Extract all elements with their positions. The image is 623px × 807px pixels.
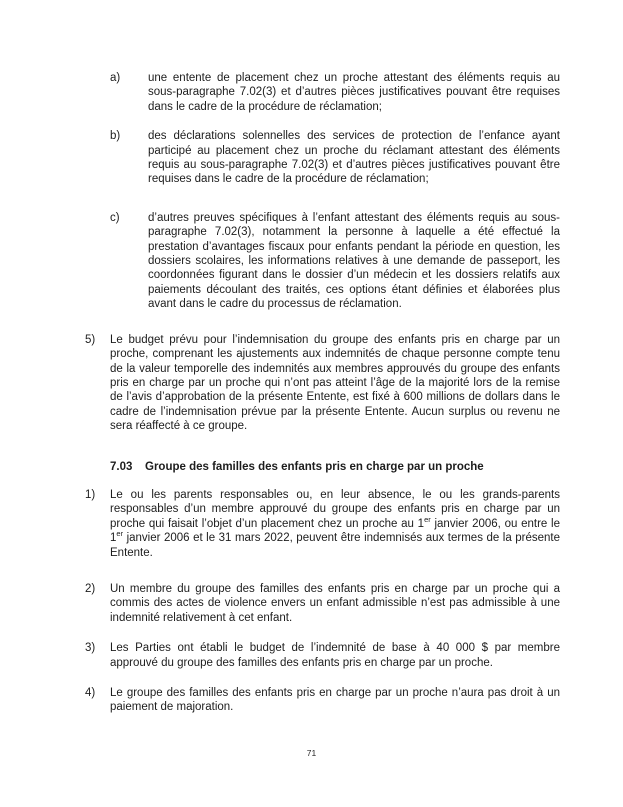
list-item-c bbox=[110, 211, 560, 312]
item-label: c) bbox=[110, 211, 120, 224]
page-number: 71 bbox=[306, 748, 317, 758]
list-item-b bbox=[110, 129, 560, 187]
item-text: d’autres preuves spécifiques à l’enfant attestant des éléments requis au sous-paragraphe 7.02(3), notamment la personne à laquelle a été effectué la prestation d’avantages fiscaux pour enfants pendant la période en question, les dossiers scolaires, les informations relatives à une demande de passeport, les coordonnées figurant dans le dossier d’un médecin et les dossiers relatifs aux paiements découlant des traités, ces options étant définies et élaborées plus avant dans le cadre du processus de réclamation. bbox=[148, 211, 560, 311]
item-label: a) bbox=[110, 72, 121, 84]
list-item-a bbox=[110, 71, 560, 114]
item-text: Le groupe des familles des enfants pris en charge par un proche n’aura pas droit à un paiement de majoration. bbox=[110, 687, 560, 714]
item-label: 4) bbox=[85, 687, 96, 699]
list-item-2 bbox=[85, 582, 560, 625]
item-label: b) bbox=[110, 130, 121, 143]
section-title: Groupe des familles des enfants pris en charge par un proche bbox=[145, 460, 484, 473]
item-label: 2) bbox=[85, 582, 96, 595]
item-text: Les Parties ont établi le budget de l’indemnité de base à 40 000 $ par membre approuvé du groupe des familles des enfants pris en charge par un proche. bbox=[110, 642, 560, 669]
section-heading-7-03 bbox=[110, 460, 560, 474]
item-label: 3) bbox=[85, 642, 96, 655]
item-label: 5) bbox=[85, 333, 96, 346]
item-text bbox=[110, 488, 560, 560]
item-text: des déclarations solennelles des services de protection de l’enfance ayant participé au placement chez un proche du réclamant attestant des éléments requis au sous-paragraphe 7.02(3) et d’autres pièces justificatives pouvant être requises dans le cadre de la procédure de réclamation; bbox=[148, 130, 560, 186]
list-item-1 bbox=[85, 488, 560, 560]
list-item-3 bbox=[85, 641, 560, 670]
section-number: 7.03 bbox=[110, 460, 133, 473]
superscript-er: er bbox=[424, 514, 431, 524]
document-content bbox=[85, 71, 560, 715]
item-text: Le budget prévu pour l’indemnisation du groupe des enfants pris en charge par un proche, comprenant les ajustements aux indemnités de chaque personne compte tenu de la valeur temporelle des indemnités aux membres approuvés du groupe des enfants pris en charge par un proche qui n’ont pas atteint l’âge de la majorité lors de la remise de l’avis d’approbation de la présente Entente, est fixé à 600 millions de dollars dans le cadre de l’indemnisation prévue par la présente Entente. Aucun surplus ou revenu ne sera réaffecté à ce groupe. bbox=[110, 333, 560, 433]
text-segment: janvier 2006, ou entre le 1 bbox=[110, 517, 560, 545]
text-segment: janvier 2006 et le 31 mars 2022, peuvent être indemnisés aux termes de la présente Entente. bbox=[110, 532, 560, 559]
item-text: Un membre du groupe des familles des enfants pris en charge par un proche qui a commis des actes de violence envers un enfant admissible n’est pas admissible à une indemnité relativement à cet enfant. bbox=[110, 582, 560, 624]
item-text: une entente de placement chez un proche attestant des éléments requis au sous-paragraphe 7.02(3) et d’autres pièces justificatives pouvant être requises dans le cadre de la procédure de réclamation; bbox=[148, 72, 560, 113]
text-segment: Le ou les parents responsables ou, en leur absence, le ou les grands-parents responsables d’un membre approuvé du groupe des enfants pris en charge par un proche qui faisait l’objet d’un placement chez un proche au 1 bbox=[110, 488, 560, 530]
superscript-er: er bbox=[116, 529, 124, 539]
list-item-5 bbox=[85, 333, 560, 434]
list-item-4 bbox=[85, 686, 560, 715]
item-label: 1) bbox=[85, 488, 96, 501]
